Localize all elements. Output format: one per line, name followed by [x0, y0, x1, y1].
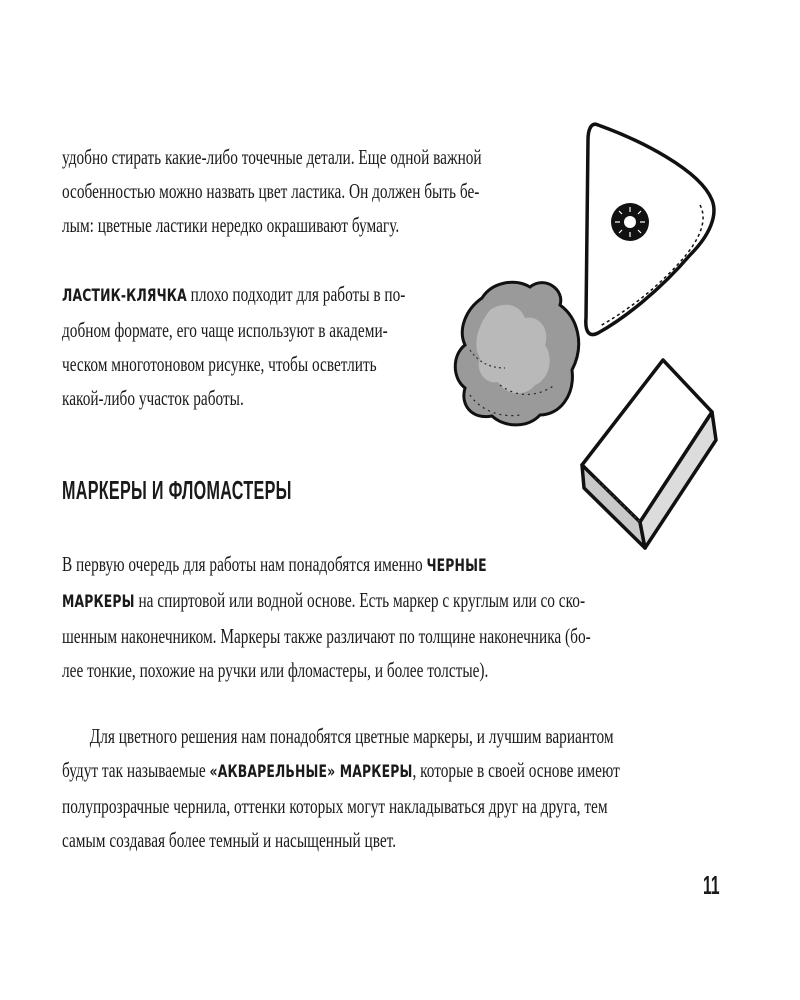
text-line: удобно стирать какие-либо точечные детали. Еще одной важной — [62, 145, 482, 169]
text-line — [62, 277, 405, 313]
text-line: полупрозрачные чернила, оттенки которых могут накладываться друг на друга, тем — [62, 794, 608, 818]
bold-term-kneaded-eraser: ЛАСТИК-КЛЯЧКА — [62, 286, 187, 306]
text-line — [62, 583, 591, 619]
text-segment: плохо подходит для работы в по- — [186, 282, 406, 306]
bold-term-markers: МАРКЕРЫ — [62, 592, 135, 612]
text-line: лым: цветные ластики нередко окрашивают бумагу. — [62, 213, 400, 237]
text-line: шенным наконечником. Маркеры также различают по толщине наконечника (бо- — [62, 624, 591, 648]
kneaded-eraser-icon — [455, 282, 578, 425]
text-line: Для цветного решения нам понадобятся цветные маркеры, и лучшим вариантом — [89, 724, 614, 748]
text-line: ческом многотоновом рисунке, чтобы осветлить — [62, 352, 377, 376]
paragraph-eraser-color — [62, 140, 482, 242]
page-number: 11 — [703, 870, 720, 900]
text-segment: на спиртовой или водной основе. Есть маркер с круглым или со ско- — [134, 588, 586, 612]
text-segment: будут так называемые — [62, 758, 210, 782]
text-line: добном формате, его чаще используют в академи- — [62, 318, 388, 342]
paragraph-kneaded-eraser — [62, 277, 405, 415]
text-line: самым создавая более темный и насыщенный цвет. — [62, 828, 397, 852]
text-line: особенностью можно назвать цвет ластика. Он должен быть бе- — [62, 179, 480, 203]
bold-term-watercolor-markers: «АКВАРЕЛЬНЫЕ» МАРКЕРЫ — [209, 762, 413, 782]
bold-term-black: ЧЕРНЫЕ — [426, 556, 487, 576]
text-segment: , которые в своей основе имеют — [412, 758, 620, 782]
text-segment: В первую очередь для работы нам понадобятся именно — [62, 552, 427, 576]
block-eraser-icon — [582, 360, 716, 548]
section-heading: МАРКЕРЫ И ФЛОМАСТЕРЫ — [62, 475, 292, 505]
text-line — [62, 753, 620, 789]
text-line: лее тонкие, похожие на ручки или фломастеры, и более толстые). — [62, 658, 489, 682]
triangle-eraser-icon — [586, 124, 714, 334]
text-line: какой-либо участок работы. — [62, 386, 244, 410]
erasers-illustration — [450, 115, 740, 555]
paragraph-watercolor-markers — [62, 719, 620, 857]
paragraph-black-markers — [62, 547, 591, 687]
